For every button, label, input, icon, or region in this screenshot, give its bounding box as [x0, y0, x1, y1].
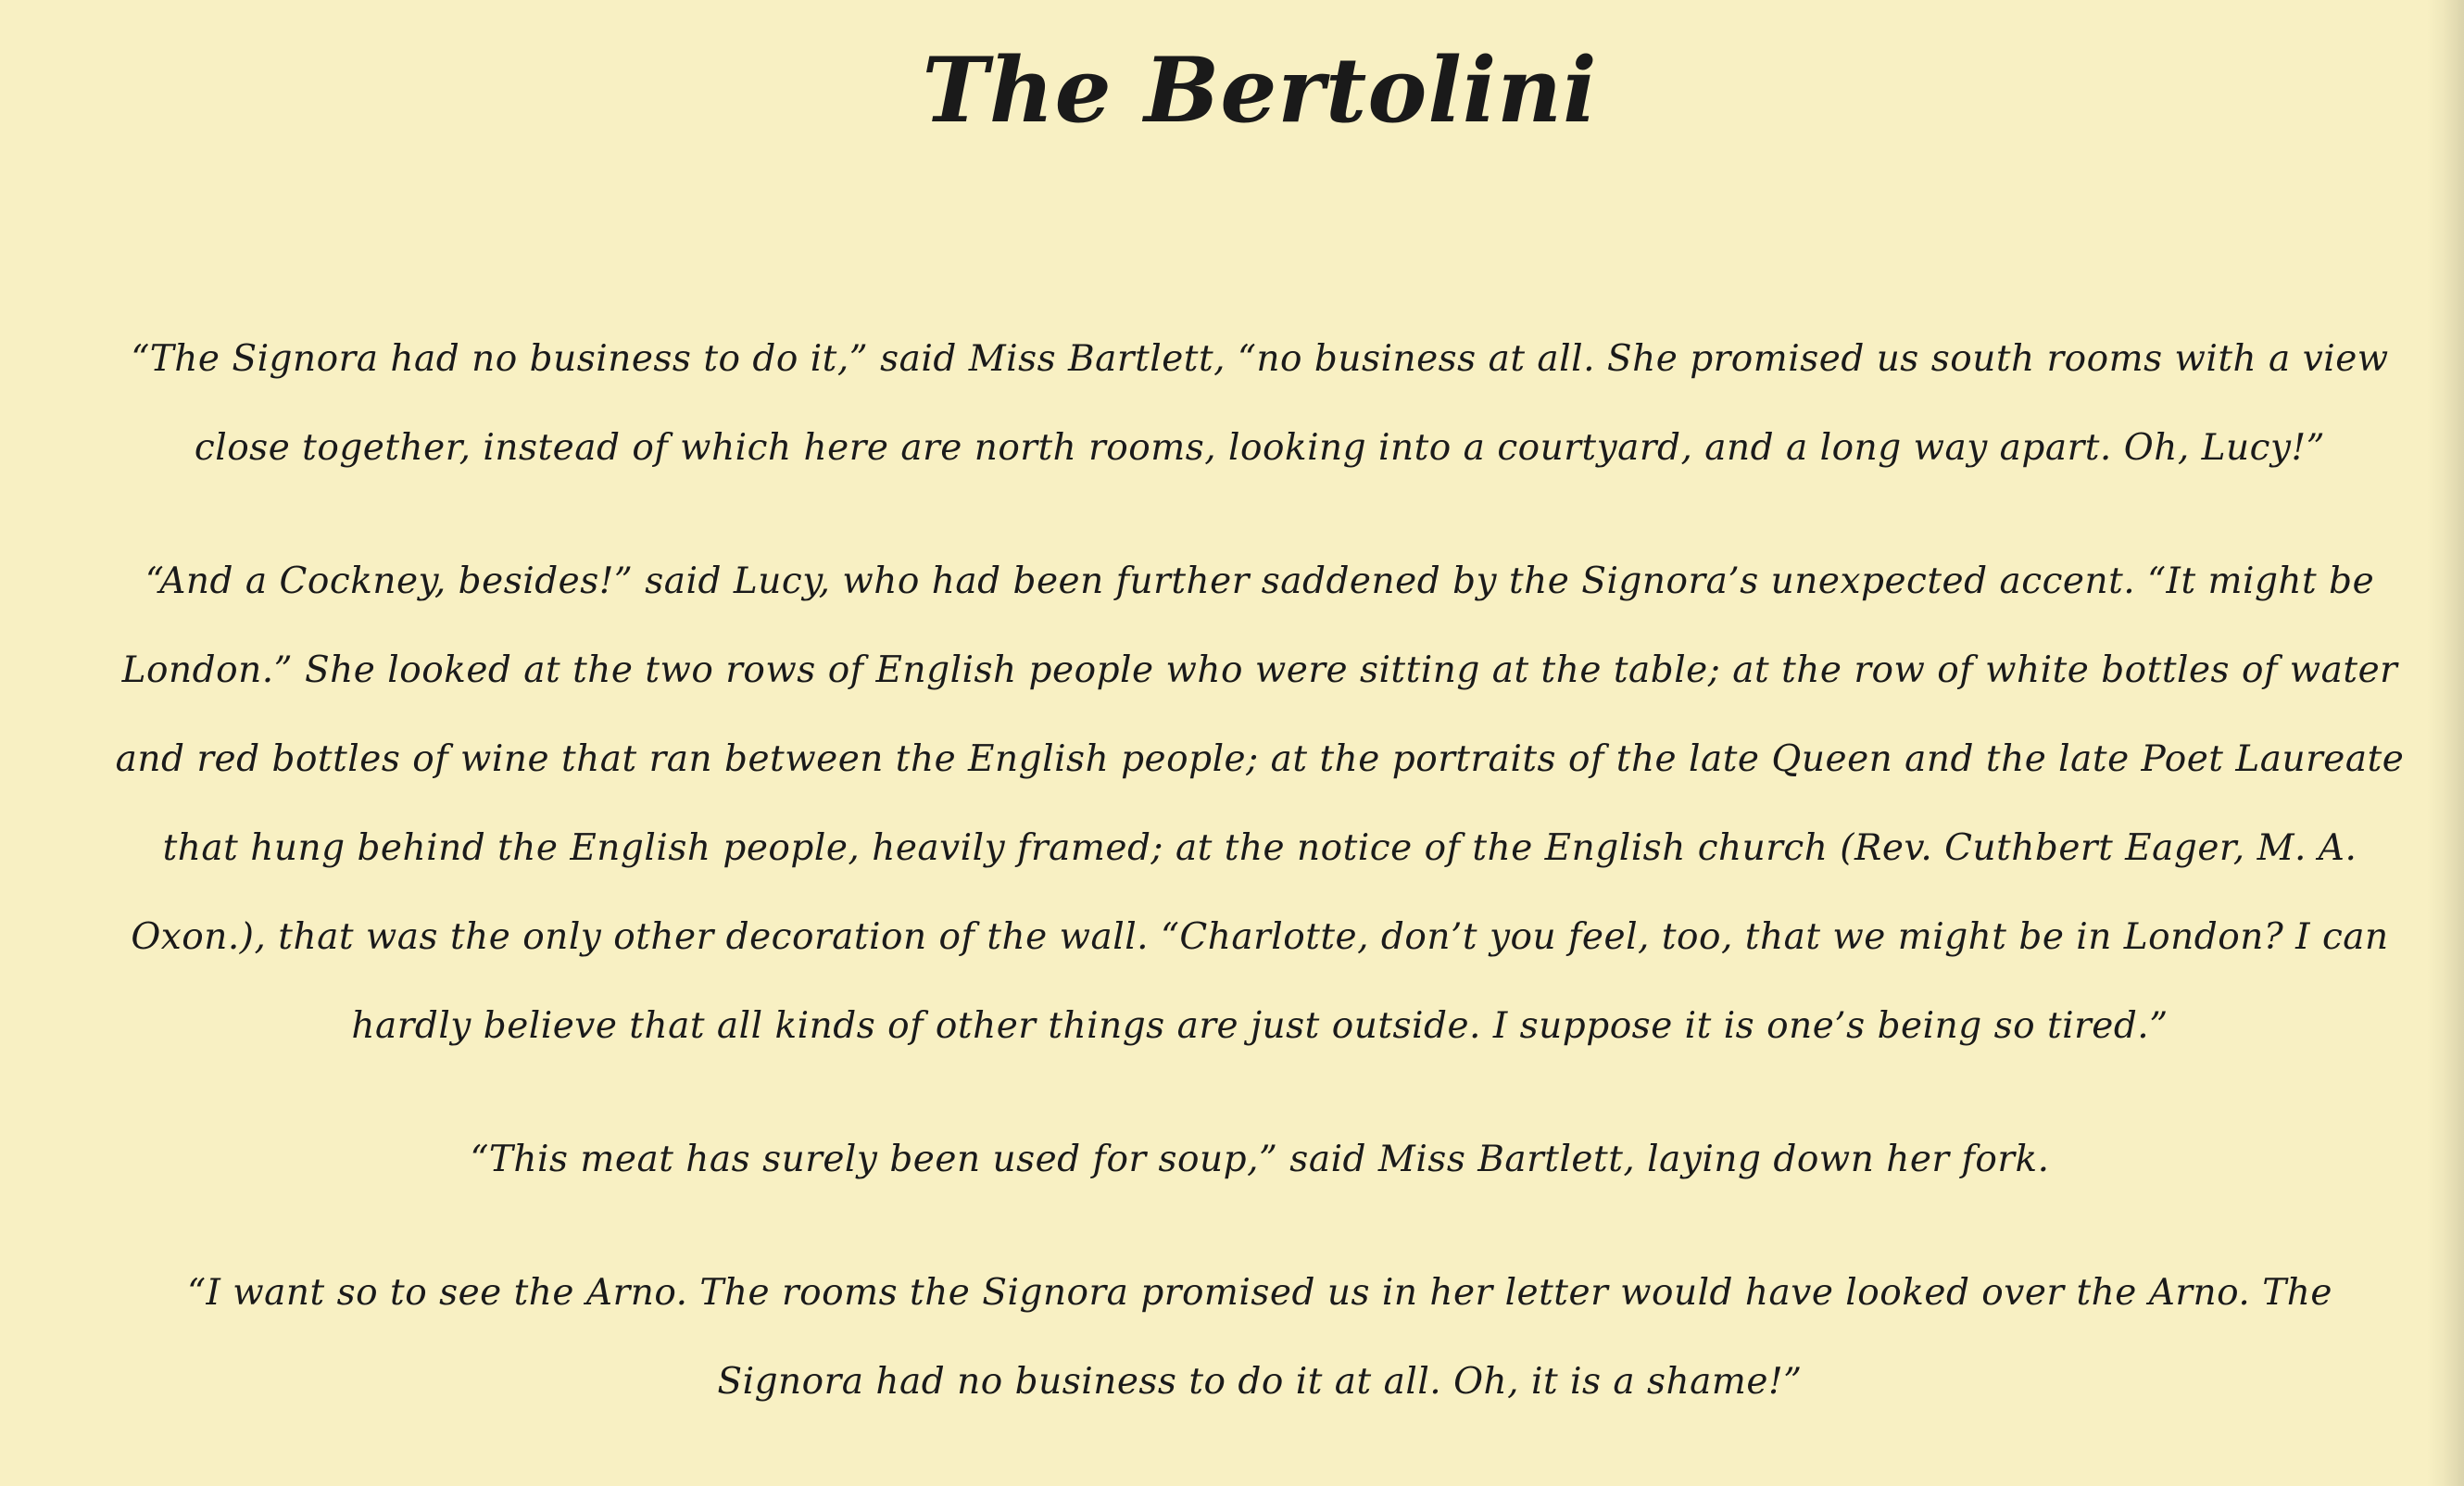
paragraph: “This meat has surely been used for soup,” said Miss Bartlett, laying down her fork.: [470, 1139, 2050, 1180]
window-edge-shadow: [2427, 0, 2464, 1486]
paragraph: “And a Cockney, besides!” said Lucy, who had been further saddened by the Signora’s unexpected accent. “It might be London.” She looked at the two rows of English people who were sitting at the table; at the row of white bottles of water and red bottles of wine that ran between the English people; at the portraits of the late Queen and the late Poet Laureate that hung behind the English people, heavily framed; at the notice of the English church (Rev. Cuthbert Eager, M. A. Oxon.), that was the only other decoration of the wall. “Charlotte, don’t you feel, too, that we might be in London? I can hardly believe that all kinds of other things are just outside. I suppose it is one’s being so tired.”: [115, 560, 2405, 1047]
page: [111, 0, 2408, 1486]
page-title: The Bertolini: [922, 38, 1598, 143]
paragraph: “The Signora had no business to do it,” said Miss Bartlett, “no business at all. She promised us south rooms with a view close together, instead of which here are north rooms, looking into a courtyard, and a long way apart. Oh, Lucy!”: [131, 338, 2389, 469]
paragraph: “I want so to see the Arno. The rooms the Signora promised us in her letter would have looked over the Arno. The Signora had no business to do it at all. Oh, it is a shame!”: [187, 1272, 2332, 1403]
story-text: [111, 315, 2408, 1471]
